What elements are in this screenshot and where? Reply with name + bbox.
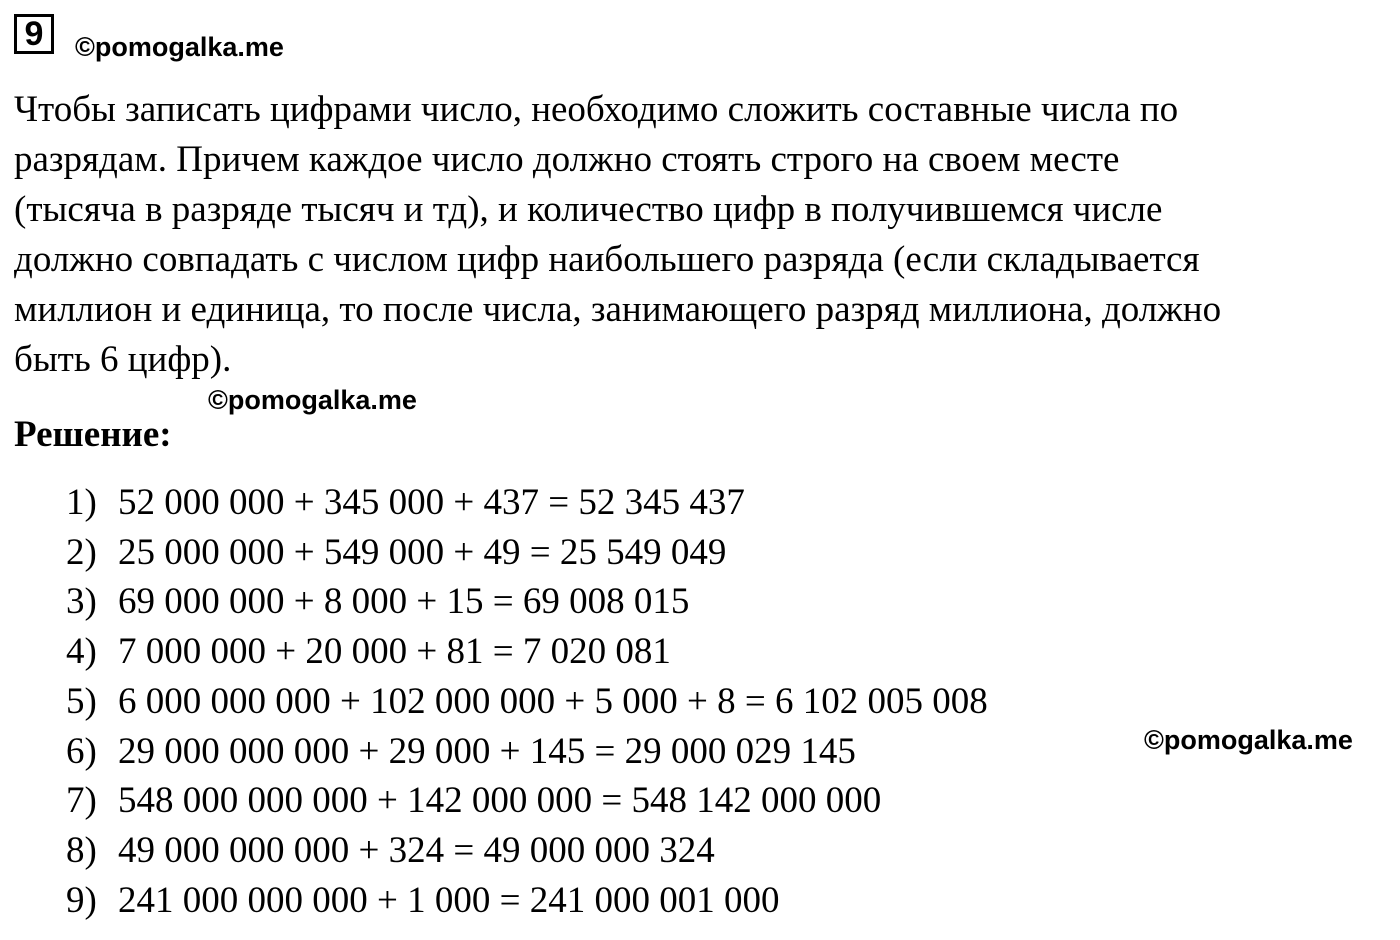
step-equation: 52 000 000 + 345 000 + 437 = 52 345 437 (118, 482, 745, 523)
step-equation: 7 000 000 + 20 000 + 81 = 7 020 081 (118, 631, 671, 673)
solution-step (66, 876, 988, 926)
step-number: 6) (66, 730, 97, 772)
watermark-right: ©pomogalka.me (1144, 725, 1353, 755)
solution-heading: Решение: (14, 414, 172, 455)
watermark-top: ©pomogalka.me (75, 32, 284, 62)
step-number: 2) (66, 531, 97, 573)
step-equation: 69 000 000 + 8 000 + 15 = 69 008 015 (118, 581, 690, 623)
step-equation: 29 000 000 000 + 29 000 + 145 = 29 000 029 145 (118, 730, 856, 772)
step-number: 4) (66, 631, 97, 673)
step-equation: 241 000 000 000 + 1 000 = 241 000 001 000 (118, 879, 780, 921)
solution-step (66, 478, 988, 528)
solution-step (66, 826, 988, 876)
solution-step (66, 627, 988, 677)
solution-step (66, 577, 988, 627)
step-number: 8) (66, 829, 97, 871)
solution-step (66, 776, 988, 826)
task-number-box: 9 (14, 14, 54, 54)
explanation-line: должно совпадать с числом цифр наибольшего разряда (если складывается (14, 239, 1200, 280)
explanation-line: быть 6 цифр). (14, 339, 232, 380)
step-number: 9) (66, 879, 97, 921)
explanation-line: (тысяча в разряде тысяч и тд), и количество цифр в получившемся числе (14, 189, 1163, 230)
step-number: 7) (66, 780, 97, 822)
step-equation: 49 000 000 000 + 324 = 49 000 000 324 (118, 829, 715, 871)
explanation-paragraph (14, 85, 1386, 385)
explanation-line: миллион и единица, то после числа, занимающего разряд миллиона, должно (14, 289, 1222, 330)
step-equation: 25 000 000 + 549 000 + 49 = 25 549 049 (118, 531, 727, 573)
solution-step (66, 528, 988, 578)
step-number: 1) (66, 482, 97, 523)
explanation-line: Чтобы записать цифрами число, необходимо сложить составные числа по (14, 89, 1179, 130)
solution-step (66, 677, 988, 727)
step-equation: 548 000 000 000 + 142 000 000 = 548 142 000 000 (118, 780, 882, 822)
solution-steps-list (66, 478, 988, 925)
watermark-middle: ©pomogalka.me (208, 385, 417, 415)
solution-step (66, 727, 988, 777)
step-number: 5) (66, 680, 97, 722)
explanation-line: разрядам. Причем каждое число должно стоять строго на своем месте (14, 139, 1120, 180)
step-equation: 6 000 000 000 + 102 000 000 + 5 000 + 8 = 6 102 005 008 (118, 680, 988, 722)
step-number: 3) (66, 581, 97, 623)
